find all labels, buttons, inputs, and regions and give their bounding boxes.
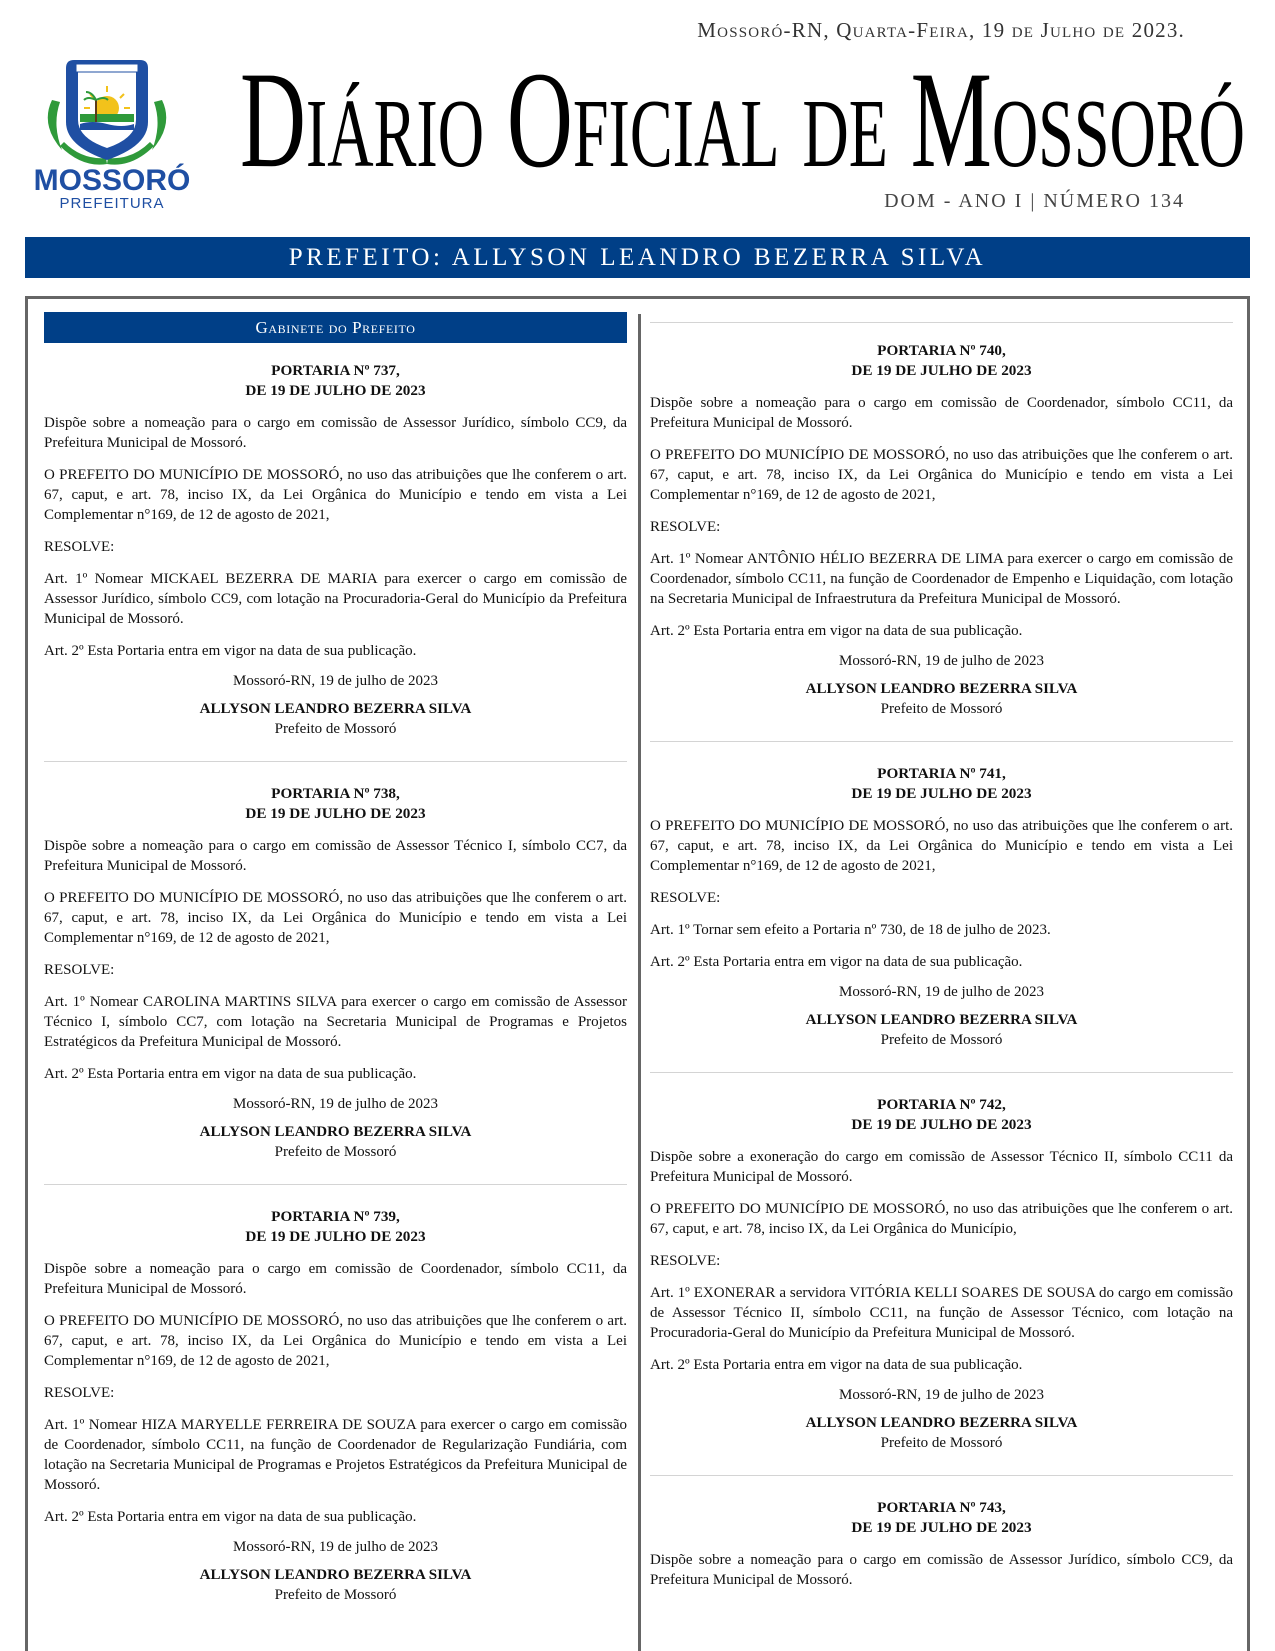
mayor-banner: PREFEITO: ALLYSON LEANDRO BEZERRA SILVA [25,237,1250,278]
portaria-resolve: RESOLVE: [650,890,721,906]
portaria-743 [650,1498,1233,1590]
svg-text:MOSSORÓ: MOSSORÓ [33,164,191,197]
portaria-resolve: RESOLVE: [44,1385,115,1401]
prefeitura-logo [22,50,202,210]
portaria-ementa: Dispõe sobre a nomeação para o cargo em comissão de Coordenador, símbolo CC11, da Prefeitura Municipal de Mossoró. [44,1261,627,1297]
portaria-date: DE 19 DE JULHO DE 2023 [851,1519,1032,1536]
portaria-number: PORTARIA Nº 739, [271,1208,400,1225]
portaria-742 [650,1095,1233,1453]
portaria-number: PORTARIA Nº 738, [271,785,400,802]
edition-number: DOM - ANO I | NÚMERO 134 [884,190,1185,212]
portaria-date: DE 19 DE JULHO DE 2023 [245,382,426,399]
portaria-number: PORTARIA Nº 740, [877,342,1006,359]
portaria-art2: Art. 2º Esta Portaria entra em vigor na data de sua publicação. [44,643,417,659]
portaria-signer-role: Prefeito de Mossoró [880,701,1003,717]
column-divider [638,314,641,1651]
portaria-ementa: Dispõe sobre a nomeação para o cargo em comissão de Assessor Jurídico, símbolo CC9, da Prefeitura Municipal de Mossoró. [44,415,627,451]
portaria-date: DE 19 DE JULHO DE 2023 [851,362,1032,379]
portaria-date: DE 19 DE JULHO DE 2023 [851,1116,1032,1133]
portaria-resolve: RESOLVE: [44,539,115,555]
portaria-date: DE 19 DE JULHO DE 2023 [245,1228,426,1245]
portaria-number: PORTARIA Nº 742, [877,1096,1006,1113]
publication-dateline: Mossoró-RN, Quarta-Feira, 19 de Julho de 2023. [697,18,1185,42]
coat-of-arms-icon [22,50,202,210]
portaria-ementa: Dispõe sobre a nomeação para o cargo em comissão de Assessor Jurídico, símbolo CC9, da Prefeitura Municipal de Mossoró. [650,1552,1233,1588]
portaria-737 [44,361,627,739]
portaria-place-date: Mossoró-RN, 19 de julho de 2023 [839,1387,1044,1403]
portaria-signer-role: Prefeito de Mossoró [880,1435,1003,1451]
portaria-resolve: RESOLVE: [44,962,115,978]
portaria-signer: ALLYSON LEANDRO BEZERRA SILVA [199,1567,472,1583]
right-column [650,312,1233,1590]
portaria-signer-role: Prefeito de Mossoró [274,1587,397,1603]
portaria-signer: ALLYSON LEANDRO BEZERRA SILVA [805,1012,1078,1028]
portaria-place-date: Mossoró-RN, 19 de julho de 2023 [839,984,1044,1000]
portaria-number: PORTARIA Nº 743, [877,1499,1006,1516]
portaria-741 [650,764,1233,1050]
portaria-738 [44,784,627,1162]
portaria-place-date: Mossoró-RN, 19 de julho de 2023 [839,653,1044,669]
portaria-place-date: Mossoró-RN, 19 de julho de 2023 [233,1539,438,1555]
left-column [44,312,627,1605]
portaria-art2: Art. 2º Esta Portaria entra em vigor na data de sua publicação. [44,1509,417,1525]
portaria-date: DE 19 DE JULHO DE 2023 [245,805,426,822]
portaria-number: PORTARIA Nº 741, [877,765,1006,782]
portaria-place-date: Mossoró-RN, 19 de julho de 2023 [233,673,438,689]
portaria-signer: ALLYSON LEANDRO BEZERRA SILVA [199,701,472,717]
svg-text:PREFEITURA: PREFEITURA [59,195,165,210]
portaria-number: PORTARIA Nº 737, [271,362,400,379]
portaria-art1: Art. 1º Nomear ANTÔNIO HÉLIO BEZERRA DE LIMA para exercer o cargo em comissão de Coordenador, símbolo CC11, na função de Coordenador de Empenho e Liquidação, com lotação na Secretaria Municipal de Infraestrutura da Prefeitura Municipal de Mossoró. [650,551,1233,607]
portaria-signer: ALLYSON LEANDRO BEZERRA SILVA [805,1415,1078,1431]
portaria-740 [650,341,1233,719]
portaria-art1: Art. 1º Nomear MICKAEL BEZERRA DE MARIA para exercer o cargo em comissão de Assessor Jurídico, símbolo CC9, com lotação na Procuradoria-Geral do Município da Prefeitura Municipal de Mossoró. [44,571,627,627]
portaria-preamble: O PREFEITO DO MUNICÍPIO DE MOSSORÓ, no uso das atribuições que lhe conferem o art. 67, caput, e art. 78, inciso IX, da Lei Orgânica do Município e tendo em vista a Lei Complementar n°169, de 12 de agosto de 2021, [650,818,1233,874]
portaria-preamble: O PREFEITO DO MUNICÍPIO DE MOSSORÓ, no uso das atribuições que lhe conferem o art. 67, caput, e art. 78, inciso IX, da Lei Orgânica do Município e tendo em vista a Lei Complementar n°169, de 12 de agosto de 2021, [44,890,627,946]
portaria-preamble: O PREFEITO DO MUNICÍPIO DE MOSSORÓ, no uso das atribuições que lhe conferem o art. 67, caput, e art. 78, inciso IX, da Lei Orgânica do Município e tendo em vista a Lei Complementar n°169, de 12 de agosto de 2021, [650,447,1233,503]
portaria-signer: ALLYSON LEANDRO BEZERRA SILVA [805,681,1078,697]
portaria-ementa: Dispõe sobre a nomeação para o cargo em comissão de Assessor Técnico I, símbolo CC7, da Prefeitura Municipal de Mossoró. [44,838,627,874]
portaria-preamble: O PREFEITO DO MUNICÍPIO DE MOSSORÓ, no uso das atribuições que lhe conferem o art. 67, caput, e art. 78, inciso IX, da Lei Orgânica do Município e tendo em vista a Lei Complementar n°169, de 12 de agosto de 2021, [44,1313,627,1369]
portaria-date: DE 19 DE JULHO DE 2023 [851,785,1032,802]
section-title: Gabinete do Prefeito [44,312,627,343]
portaria-art1: Art. 1º Nomear HIZA MARYELLE FERREIRA DE SOUZA para exercer o cargo em comissão de Coordenador, símbolo CC11, na função de Coordenador de Regularização Fundiária, com lotação na Secretaria Municipal de Programas e Projetos Estratégicos da Prefeitura Municipal de Mossoró. [44,1417,627,1493]
portaria-739 [44,1207,627,1605]
portaria-signer-role: Prefeito de Mossoró [274,721,397,737]
portaria-place-date: Mossoró-RN, 19 de julho de 2023 [233,1096,438,1112]
masthead-title [235,40,1255,180]
portaria-art2: Art. 2º Esta Portaria entra em vigor na data de sua publicação. [650,623,1023,639]
portaria-art2: Art. 2º Esta Portaria entra em vigor na data de sua publicação. [44,1066,417,1082]
portaria-art2: Art. 2º Esta Portaria entra em vigor na data de sua publicação. [650,954,1023,970]
portaria-art1: Art. 1º Nomear CAROLINA MARTINS SILVA para exercer o cargo em comissão de Assessor Técnico I, símbolo CC7, com lotação na Secretaria Municipal de Programas e Projetos Estratégicos da Prefeitura Municipal de Mossoró. [44,994,627,1050]
portaria-ementa: Dispõe sobre a nomeação para o cargo em comissão de Coordenador, símbolo CC11, da Prefeitura Municipal de Mossoró. [650,395,1233,431]
portaria-preamble: O PREFEITO DO MUNICÍPIO DE MOSSORÓ, no uso das atribuições que lhe conferem o art. 67, caput, e art. 78, inciso IX, da Lei Orgânica do Município, [650,1201,1233,1237]
portaria-ementa: Dispõe sobre a exoneração do cargo em comissão de Assessor Técnico II, símbolo CC11 da Prefeitura Municipal de Mossoró. [650,1149,1233,1185]
masthead-text: Diário Oficial de Mossoró [240,43,1245,180]
portaria-resolve: RESOLVE: [650,519,721,535]
portaria-art1: Art. 1º Tornar sem efeito a Portaria nº 730, de 18 de julho de 2023. [650,922,1051,938]
portaria-resolve: RESOLVE: [650,1253,721,1269]
portaria-preamble: O PREFEITO DO MUNICÍPIO DE MOSSORÓ, no uso das atribuições que lhe conferem o art. 67, caput, e art. 78, inciso IX, da Lei Orgânica do Município e tendo em vista a Lei Complementar n°169, de 12 de agosto de 2021, [44,467,627,523]
portaria-signer-role: Prefeito de Mossoró [880,1032,1003,1048]
portaria-art2: Art. 2º Esta Portaria entra em vigor na data de sua publicação. [650,1357,1023,1373]
portaria-art1: Art. 1º EXONERAR a servidora VITÓRIA KELLI SOARES DE SOUSA do cargo em comissão de Assessor Técnico II, símbolo CC11, na função de Assessor Técnico, com lotação na Procuradoria-Geral do Município da Prefeitura Municipal de Mossoró. [650,1285,1233,1341]
portaria-signer-role: Prefeito de Mossoró [274,1144,397,1160]
portaria-signer: ALLYSON LEANDRO BEZERRA SILVA [199,1124,472,1140]
